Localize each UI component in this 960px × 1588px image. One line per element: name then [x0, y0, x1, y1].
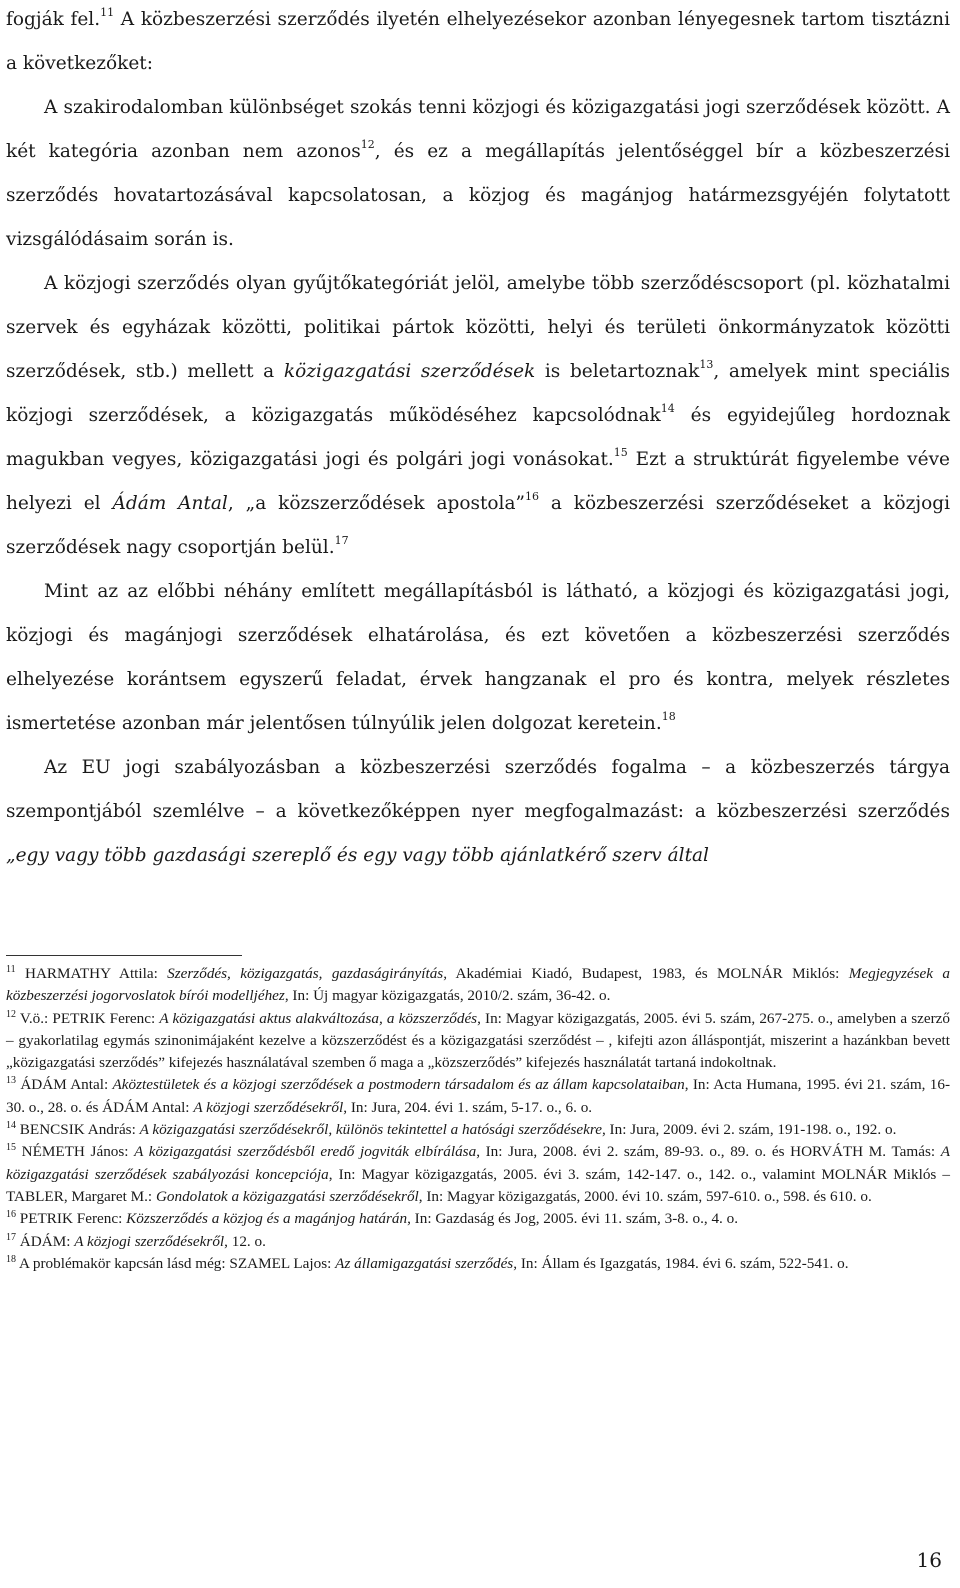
footnote-title: A közigazgatási szerződésekről, különös tekintettel a hatósági szerződésekre [139, 1121, 602, 1139]
footnote-18 [6, 1253, 950, 1275]
footnote-number: 18 [6, 1253, 16, 1265]
footnote-16 [6, 1208, 950, 1230]
text-run: is beletartoznak [535, 361, 700, 382]
text-run: A közbeszerzési szerződés ilyetén elhelyezésekor azonban lényegesnek tartom tisztázni a következőket: [6, 9, 951, 74]
footnote-text: , In: Új magyar közigazgatás, 2010/2. szám, 36-42. o. [284, 987, 611, 1005]
footnote-11 [6, 963, 950, 1008]
text-run-italic: „egy vagy több gazdasági szereplő és egy vagy több ajánlatkérő szerv által [6, 845, 709, 866]
footnote-title: A közjogi szerződésekről [74, 1232, 225, 1250]
footnote-text: , In: Magyar közigazgatás, 2000. évi 10. szám, 597-610. o., 598. és 610. o. [418, 1187, 872, 1205]
footnote-number: 17 [6, 1231, 16, 1243]
footnote-title: A közigazgatási aktus alakváltozása, a közszerződés [159, 1009, 478, 1027]
footnote-14 [6, 1119, 950, 1141]
footnote-15 [6, 1141, 950, 1208]
footnote-17 [6, 1231, 950, 1253]
footnote-text: BENCSIK András: [16, 1121, 140, 1139]
text-run: , amelyek mint speciális közjogi szerződések, a közigazgatás működéséhez kapcsolódnak [6, 361, 950, 426]
footnote-title: Megjegyzések a közbeszerzési jogorvoslatok bírói modelljéhez [6, 965, 950, 1005]
footnote-number: 13 [6, 1075, 16, 1087]
footnote-text: , 12. o. [224, 1232, 266, 1250]
footnote-text: A problémakör kapcsán lásd még: SZAMEL Lajos: [16, 1254, 336, 1272]
footnote-text: ÁDÁM: [16, 1232, 75, 1250]
footnote-number: 15 [6, 1142, 16, 1154]
footnote-title: Közszerződés a közjog és a magánjog határán [126, 1210, 408, 1228]
footnote-text: , In: Magyar közigazgatás, 2005. évi 5. szám, 267-275. o., amelyben a szerző – gyakorlatilag egymás szinonimájaként kezelve a közszerződést és a közigazgatási szerződést – , kifejti azon álláspontját, miszerint a hazánkban bevett „közigazgatási szerződés” kifejezés használatával szemben ő maga a „közszerződés” kifejezés használatát tartaná indokoltnak. [6, 1009, 951, 1072]
footnote-separator [6, 955, 242, 956]
footnote-ref-13[interactable]: 13 [699, 358, 714, 371]
footnote-ref-12[interactable]: 12 [360, 138, 375, 151]
footnote-title: Szerződés, közigazgatás, gazdaságirányítás [167, 965, 444, 982]
paragraph-5 [6, 746, 950, 878]
footnote-ref-18[interactable]: 18 [661, 710, 676, 723]
footnote-ref-15[interactable]: 15 [613, 446, 628, 459]
text-run: fogják fel. [6, 9, 101, 30]
footnote-title: A közigazgatási szerződések szabályozási koncepciója [6, 1143, 951, 1183]
footnote-number: 12 [6, 1008, 16, 1020]
main-text [6, 0, 950, 878]
footnote-12 [6, 1008, 950, 1075]
footnote-text: HARMATHY Attila: [15, 965, 168, 982]
page-number: 16 [916, 1548, 942, 1572]
footnote-ref-17[interactable]: 17 [334, 534, 349, 547]
footnote-text: , In: Magyar közigazgatás, 2005. évi 3. szám, 142-147. o., 142. o., valamint MOLNÁR Miklós – TABLER, Margaret M.: [6, 1165, 950, 1205]
text-run: A szakirodalomban különbséget szokás tenni közjogi és közigazgatási jogi szerződések között. A két kategória azonban nem azonos [6, 97, 950, 162]
footnote-text: , In: Jura, 2009. évi 2. szám, 191-198. o., 192. o. [601, 1121, 897, 1139]
footnote-ref-11[interactable]: 11 [100, 6, 115, 19]
footnote-number: 16 [6, 1209, 16, 1221]
footnote-ref-14[interactable]: 14 [660, 402, 675, 415]
text-run: és egyidejűleg hordoznak magukban vegyes, közigazgatási jogi és polgári jogi vonásokat. [6, 405, 951, 470]
footnote-text: , In: Állam és Igazgatás, 1984. évi 6. szám, 522-541. o. [513, 1254, 849, 1272]
text-run: , „a közszerződések apostola” [227, 493, 525, 514]
footnote-text: ÁDÁM Antal: [16, 1076, 113, 1094]
footnote-title: A közjogi szerződésekről [193, 1098, 344, 1116]
footnote-title: Az államigazgatási szerződés [335, 1254, 514, 1272]
footnote-title: A közigazgatási szerződésből eredő jogviták elbírálása [134, 1143, 477, 1161]
footnote-text: , In: Jura, 2008. évi 2. szám, 89-93. o., 89. o. és HORVÁTH M. Tamás: [476, 1143, 941, 1161]
footnote-title: Aköztestületek és a közjogi szerződések a postmodern társadalom és az állam kapcsolataiban [112, 1076, 685, 1094]
footnote-number: 11 [6, 964, 16, 975]
footnote-text: PETRIK Ferenc: [16, 1210, 127, 1228]
text-run: Az EU jogi szabályozásban a közbeszerzési szerződés fogalma – a közbeszerzés tárgya szempontjából szemlélve – a következőképpen nyer megfogalmazást: a közbeszerzési szerződés [6, 757, 950, 822]
paragraph-3 [6, 262, 950, 570]
text-run: a közbeszerzési szerződéseket a közjogi szerződések nagy csoportján belül. [6, 493, 950, 558]
footnote-number: 14 [6, 1120, 16, 1132]
footnote-text: , In: Gazdaság és Jog, 2005. évi 11. szám, 3-8. o., 4. o. [407, 1210, 739, 1228]
text-run-italic: közigazgatási szerződések [283, 361, 536, 382]
paragraph-1 [6, 0, 950, 86]
paragraph-4 [6, 570, 950, 746]
footnote-text: V.ö.: PETRIK Ferenc: [16, 1009, 160, 1027]
footnote-ref-16[interactable]: 16 [524, 490, 539, 503]
text-run: Ezt a struktúrát figyelembe véve helyezi el [6, 449, 950, 514]
footnote-title: Gondolatok a közigazgatási szerződésekről [155, 1187, 419, 1205]
footnote-text: NÉMETH János: [16, 1143, 135, 1161]
footnote-13 [6, 1074, 950, 1119]
text-run: Mint az az előbbi néhány említett megállapításból is látható, a közjogi és közigazgatási jogi, közjogi és magánjogi szerződések elhatárolása, és ezt követően a közbeszerzési szerződés elhelyezése korántsem egyszerű feladat, érvek hangzanak el pro és kontra, melyek részletes ismertetése azonban már jelentősen túlnyúlik jelen dolgozat keretein. [6, 581, 950, 734]
footnotes [6, 963, 950, 1275]
text-run: A közjogi szerződés olyan gyűjtőkategóriát jelöl, amelybe több szerződéscsoport (pl. közhatalmi szervek és egyházak közötti, politikai pártok közötti, helyi és területi önkormányzatok közötti szerződések, stb.) mellett a [6, 273, 950, 382]
text-run-italic: Ádám Antal [112, 493, 228, 514]
text-run: , és ez a megállapítás jelentőséggel bír a közbeszerzési szerződés hovatartozásával kapcsolatosan, a közjog és magánjog határmezsgyéjén folytatott vizsgálódásaim során is. [6, 141, 950, 250]
footnote-text: , Akadémiai Kiadó, Budapest, 1983, és MOLNÁR Miklós: [443, 965, 849, 982]
footnote-text: , In: Acta Humana, 1995. évi 21. szám, 16-30. o., 28. o. és ÁDÁM Antal: [6, 1076, 950, 1116]
paragraph-2 [6, 86, 950, 262]
footnote-text: , In: Jura, 204. évi 1. szám, 5-17. o., 6. o. [343, 1098, 593, 1116]
